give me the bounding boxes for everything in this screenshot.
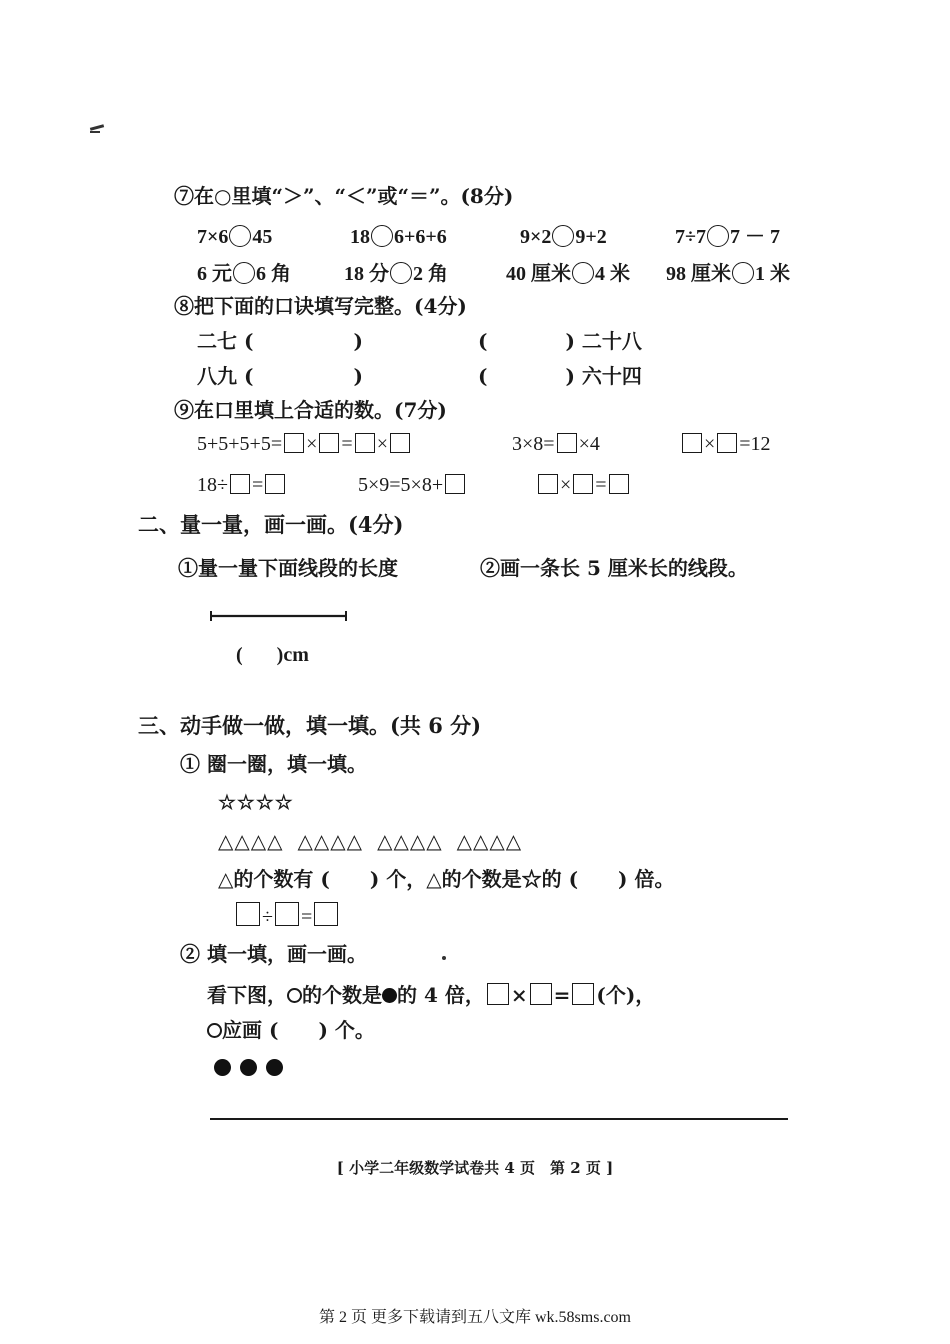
sec2-part2: ②画一条长 5 厘米长的线段。 [480,556,748,580]
q7-row1-item3: 9×2 9+2 [520,226,607,248]
answer-box[interactable] [538,474,558,494]
sec3-part2-line2: 应画 ( ) 个。 [207,1020,375,1040]
answer-box[interactable] [573,474,593,494]
compare-circle[interactable] [572,262,594,284]
solid-dot-icon [266,1059,283,1076]
answer-box[interactable] [265,474,285,494]
q7-row1-item4: 7÷7 7 － 7 [675,226,780,248]
sec3-part2-line1: 看下图， 的个数是 的 4 倍， × = (个)， [207,983,656,1007]
q9-equation-3: × =12 [680,433,771,454]
stars-row: ☆☆☆☆ [218,790,294,814]
q9-equation-4: 18÷ = [197,474,287,495]
compare-circle[interactable] [229,225,251,247]
answer-box[interactable] [390,433,410,453]
q8-item-a: 二七 ( ) [197,329,363,353]
section-3-title: 三、动手做一做，填一填。(共 6 分) [138,713,482,738]
answer-box[interactable] [682,433,702,453]
answer-box[interactable] [530,983,552,1005]
measure-line-segment [208,608,350,624]
solid-dot-icon [382,988,397,1003]
answer-box[interactable] [717,433,737,453]
compare-circle[interactable] [371,225,393,247]
hollow-circle-icon [207,1023,222,1038]
answer-box[interactable] [355,433,375,453]
answer-box[interactable] [284,433,304,453]
sec3-fill-line: △的个数有 ( ) 个，△的个数是☆的 ( ) 倍。 [218,867,675,891]
sec3-division-equation: ÷ = [234,902,340,927]
bottom-note: 第 2 页 更多下载请到五八文库 wk.58sms.com [318,1309,631,1326]
q7-row2-item3: 40 厘米 4 米 [506,263,630,285]
q7-row2-item2: 18 分 2 角 [344,263,448,285]
footer-divider [210,1118,788,1120]
triangle-group: △△△△ [218,829,284,853]
answer-box[interactable] [230,474,250,494]
answer-box[interactable] [275,902,299,926]
compare-circle[interactable] [390,262,412,284]
q8-item-b: ( ) 二十八 [478,329,642,353]
answer-box[interactable] [445,474,465,494]
section-2-title: 二、量一量，画一画。(4分) [138,512,404,537]
sec3-part1-title: ① 圈一圈，填一填。 [180,752,367,776]
q7-row1-item1: 7×6 45 [197,226,273,248]
answer-box[interactable] [314,902,338,926]
scan-mark [442,956,446,960]
q9-equation-2: 3×8= ×4 [512,433,600,455]
triangle-group: △△△△ [297,829,364,853]
page-footer: [ 小学二年级数学试卷共 4 页 第 2 页 ] [336,1159,614,1177]
compare-circle[interactable] [552,225,574,247]
answer-box[interactable] [487,983,509,1005]
answer-box[interactable] [319,433,339,453]
answer-box[interactable] [236,902,260,926]
q9-equation-6: × = [536,474,631,495]
sec2-part1: ①量一量下面线段的长度 [178,556,398,580]
q8-item-c: 八九 ( ) [197,364,363,388]
q7-title: ⑦在○里填“＞”、“＜”或“＝”。(8分) [174,184,514,208]
compare-circle[interactable] [707,225,729,247]
compare-circle[interactable] [732,262,754,284]
solid-dots-row [214,1059,292,1080]
answer-box[interactable] [572,983,594,1005]
answer-box[interactable] [609,474,629,494]
triangle-group: △△△△ [377,829,443,853]
sec2-answer: ( )cm [236,644,309,666]
q9-equation-5: 5×9=5×8+ [358,474,467,495]
q8-title: ⑧把下面的口诀填写完整。(4分) [174,294,467,318]
scan-mark [90,131,100,133]
compare-circle[interactable] [233,262,255,284]
q9-title: ⑨在口里填上合适的数。(7分) [174,398,447,422]
q9-equation-1: 5+5+5+5= × = × [197,433,412,454]
q7-row2-item1: 6 元 6 角 [197,263,291,285]
answer-box[interactable] [557,433,577,453]
hollow-circle-icon [287,988,302,1003]
solid-dot-icon [240,1059,257,1076]
triangle-group: △△△△ [456,829,523,853]
scan-mark [90,124,104,131]
q8-item-d: ( ) 六十四 [478,364,642,388]
solid-dot-icon [214,1059,231,1076]
q7-row2-item4: 98 厘米 1 米 [666,263,790,285]
sec3-part2-title: ② 填一填，画一画。 [180,942,367,966]
q7-row1-item2: 18 6+6+6 [350,226,447,248]
triangles-row [218,831,522,851]
